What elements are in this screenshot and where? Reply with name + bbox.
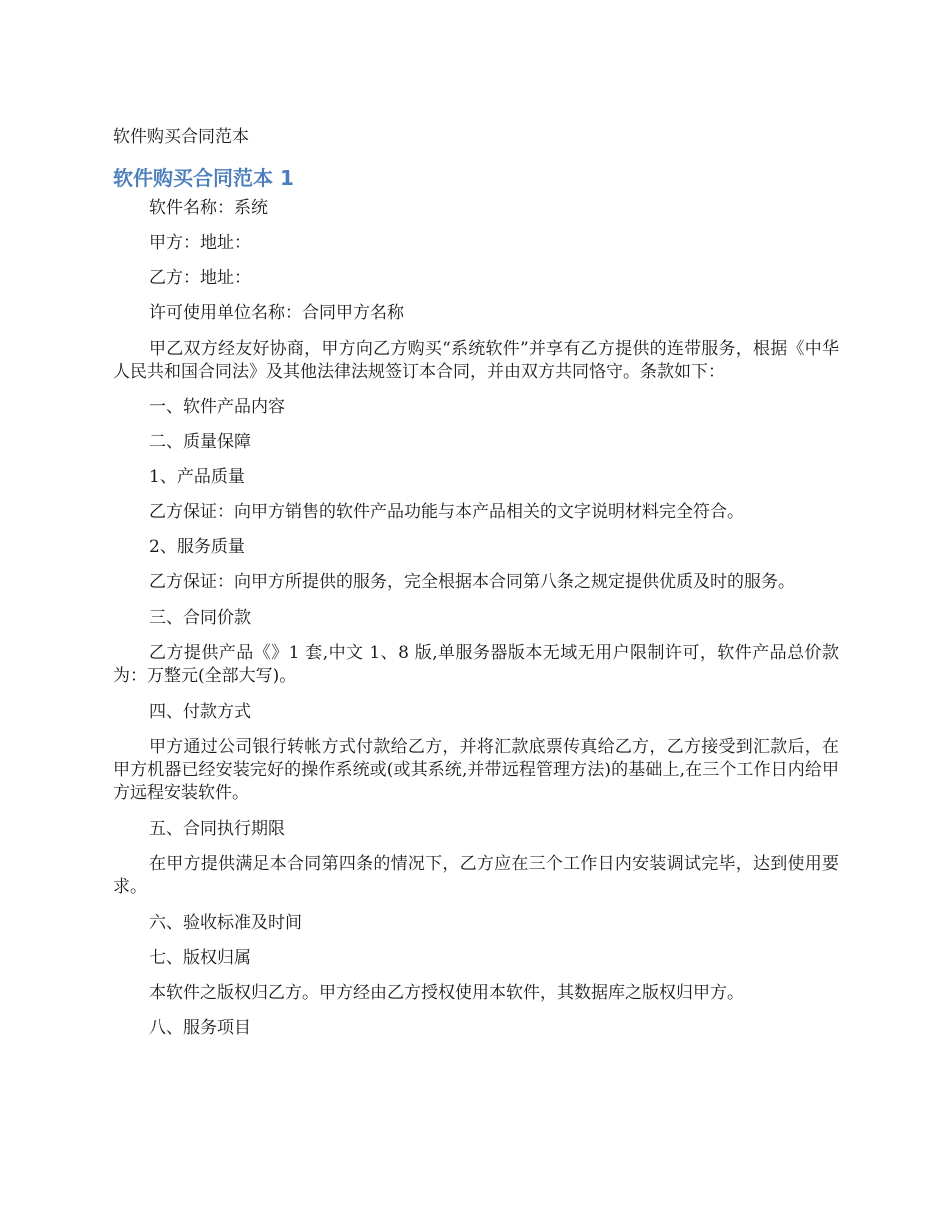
paragraph-software-name: 软件名称：系统 bbox=[149, 198, 268, 218]
clause-heading-6: 六、验收标准及时间 bbox=[149, 913, 302, 933]
subclause-heading-2-2: 2、服务质量 bbox=[149, 537, 245, 557]
section-heading: 软件购买合同范本 1 bbox=[113, 166, 294, 190]
paragraph-payment: 甲方通过公司银行转帐方式付款给乙方，并将汇款底票传真给乙方，乙方接受到汇款后，在甲方机器已经安装完好的操作系统或(或其系统,并带远程管理方法)的基础上,在三个工作日内给甲方远程安装软件。 bbox=[113, 737, 839, 803]
clause-heading-4: 四、付款方式 bbox=[149, 702, 251, 722]
paragraph-service-quality: 乙方保证：向甲方所提供的服务，完全根据本合同第八条之规定提供优质及时的服务。 bbox=[149, 572, 795, 592]
paragraph-price: 乙方提供产品《》1 套,中文 1、8 版,单服务器版本无域无用户限制许可，软件产品总价款为：万整元(全部大写)。 bbox=[113, 643, 839, 686]
clause-heading-1: 一、软件产品内容 bbox=[149, 397, 285, 417]
clause-heading-2: 二、质量保障 bbox=[149, 432, 251, 452]
clause-heading-7: 七、版权归属 bbox=[149, 948, 251, 968]
clause-heading-5: 五、合同执行期限 bbox=[149, 819, 285, 839]
paragraph-licensee: 许可使用单位名称：合同甲方名称 bbox=[149, 303, 404, 323]
paragraph-party-a: 甲方：地址： bbox=[149, 233, 251, 253]
clause-heading-8: 八、服务项目 bbox=[149, 1018, 251, 1038]
paragraph-product-quality: 乙方保证：向甲方销售的软件产品功能与本产品相关的文字说明材料完全符合。 bbox=[149, 502, 744, 522]
paragraph-preamble: 甲乙双方经友好协商，甲方向乙方购买“系统软件”并享有乙方提供的连带服务，根据《中华人民共和国合同法》及其他法律法规签订本合同，并由双方共同恪守。条款如下： bbox=[113, 339, 839, 382]
clause-heading-3: 三、合同价款 bbox=[149, 608, 251, 628]
document-body bbox=[113, 124, 839, 1040]
document-title: 软件购买合同范本 bbox=[113, 127, 249, 147]
paragraph-copyright: 本软件之版权归乙方。甲方经由乙方授权使用本软件，其数据库之版权归甲方。 bbox=[149, 983, 744, 1003]
subclause-heading-2-1: 1、产品质量 bbox=[149, 467, 245, 487]
paragraph-term: 在甲方提供满足本合同第四条的情况下，乙方应在三个工作日内安装调试完毕，达到使用要求。 bbox=[113, 854, 839, 897]
paragraph-party-b: 乙方：地址： bbox=[149, 268, 251, 288]
